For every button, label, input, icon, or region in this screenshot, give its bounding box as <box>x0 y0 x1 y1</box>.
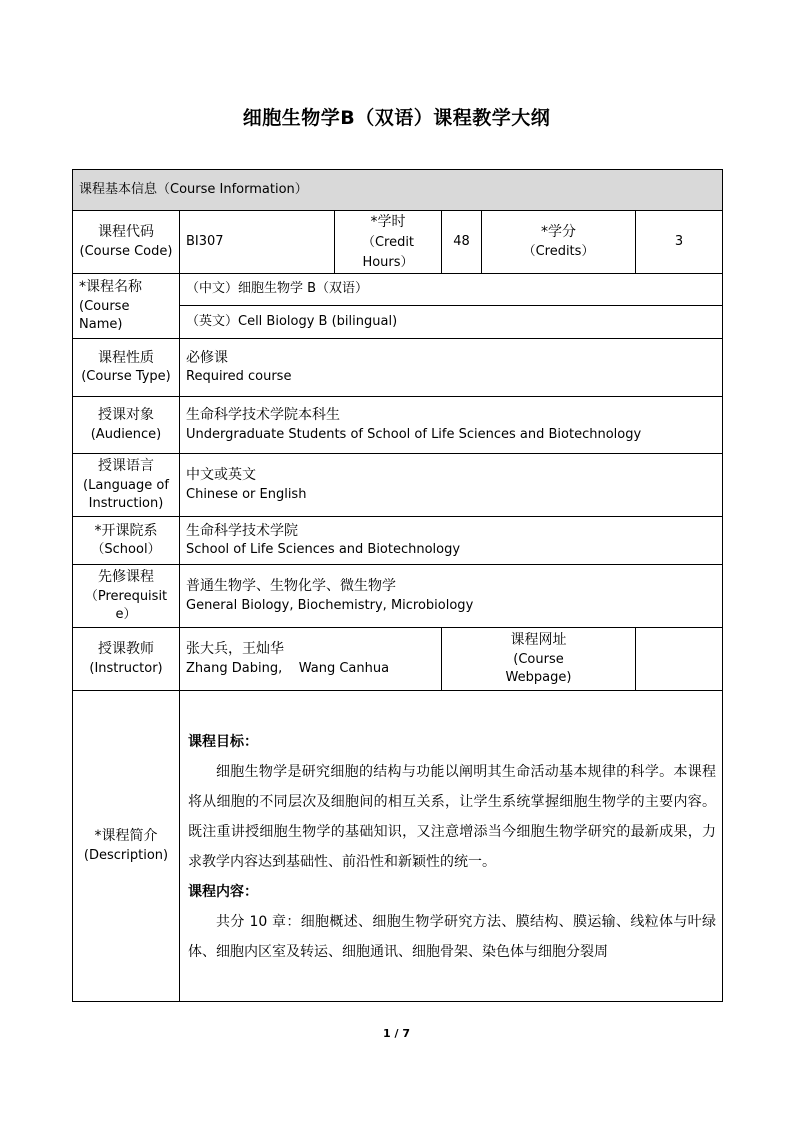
credits-value: 3 <box>636 211 723 274</box>
goal-heading: 课程目标： <box>188 734 258 750</box>
language-label: 授课语言 (Language of Instruction) <box>73 454 180 517</box>
content-text: 共分 10 章：细胞概述、细胞生物学研究方法、膜结构、膜运输、线粒体与叶绿体、细胞内区室及转运、细胞通讯、细胞骨架、染色体与细胞分裂周 <box>188 914 716 960</box>
course-name-en: （英文）Cell Biology B (bilingual) <box>180 306 723 339</box>
course-name-cn: （中文）细胞生物学 B（双语） <box>180 274 723 306</box>
course-code-label: 课程代码 (Course Code) <box>73 211 180 274</box>
credits-label: *学分 （Credits） <box>482 211 636 274</box>
page-indicator: 1 / 7 <box>383 1027 410 1040</box>
language-row <box>73 454 723 517</box>
school-label: *开课院系 （School） <box>73 517 180 565</box>
course-type-row <box>73 339 723 397</box>
page-title: 细胞生物学B（双语）课程教学大纲 <box>242 107 551 129</box>
audience-label: 授课对象 (Audience) <box>73 397 180 454</box>
audience-row <box>73 397 723 454</box>
table-header: 课程基本信息（Course Information） <box>73 170 723 211</box>
prerequisite-label: 先修课程 （Prerequisit e） <box>73 565 180 628</box>
school-row <box>73 517 723 565</box>
goal-text: 细胞生物学是研究细胞的结构与功能以阐明其生命活动基本规律的科学。本课程将从细胞的不同层次及细胞间的相互关系，让学生系统掌握细胞生物学的主要内容。既注重讲授细胞生物学的基础知识，又注意增添当今细胞生物学研究的最新成果，力求教学内容达到基础性、前沿性和新颖性的统一。 <box>188 764 716 870</box>
course-type-label: 课程性质 (Course Type) <box>73 339 180 397</box>
course-code-row <box>73 211 723 274</box>
instructor-row <box>73 628 723 691</box>
audience-value: 生命科学技术学院本科生 Undergraduate Students of School of Life Sciences and Biotechnology <box>180 397 723 454</box>
description-label: *课程简介 (Description) <box>73 691 180 1002</box>
prerequisite-value: 普通生物学、生物化学、微生物学 General Biology, Biochemistry, Microbiology <box>180 565 723 628</box>
instructor-value: 张大兵，王灿华 Zhang Dabing, Wang Canhua <box>180 628 442 691</box>
course-info-table <box>72 169 723 1002</box>
course-name-label: *课程名称 (Course Name) <box>73 274 180 339</box>
instructor-label: 授课教师 (Instructor) <box>73 628 180 691</box>
course-name-row <box>73 274 723 306</box>
school-value: 生命科学技术学院 School of Life Sciences and Biotechnology <box>180 517 723 565</box>
credit-hours-label: *学时 （Credit Hours） <box>335 211 442 274</box>
webpage-value <box>636 628 723 691</box>
content-heading: 课程内容： <box>188 884 258 900</box>
webpage-label: 课程网址 (Course Webpage) <box>442 628 636 691</box>
credit-hours-value: 48 <box>442 211 482 274</box>
prerequisite-row <box>73 565 723 628</box>
description-body <box>180 691 723 1002</box>
course-code-value: BI307 <box>180 211 335 274</box>
language-value: 中文或英文 Chinese or English <box>180 454 723 517</box>
description-row <box>73 691 723 1002</box>
course-type-value: 必修课 Required course <box>180 339 723 397</box>
table-header-row <box>73 170 723 211</box>
